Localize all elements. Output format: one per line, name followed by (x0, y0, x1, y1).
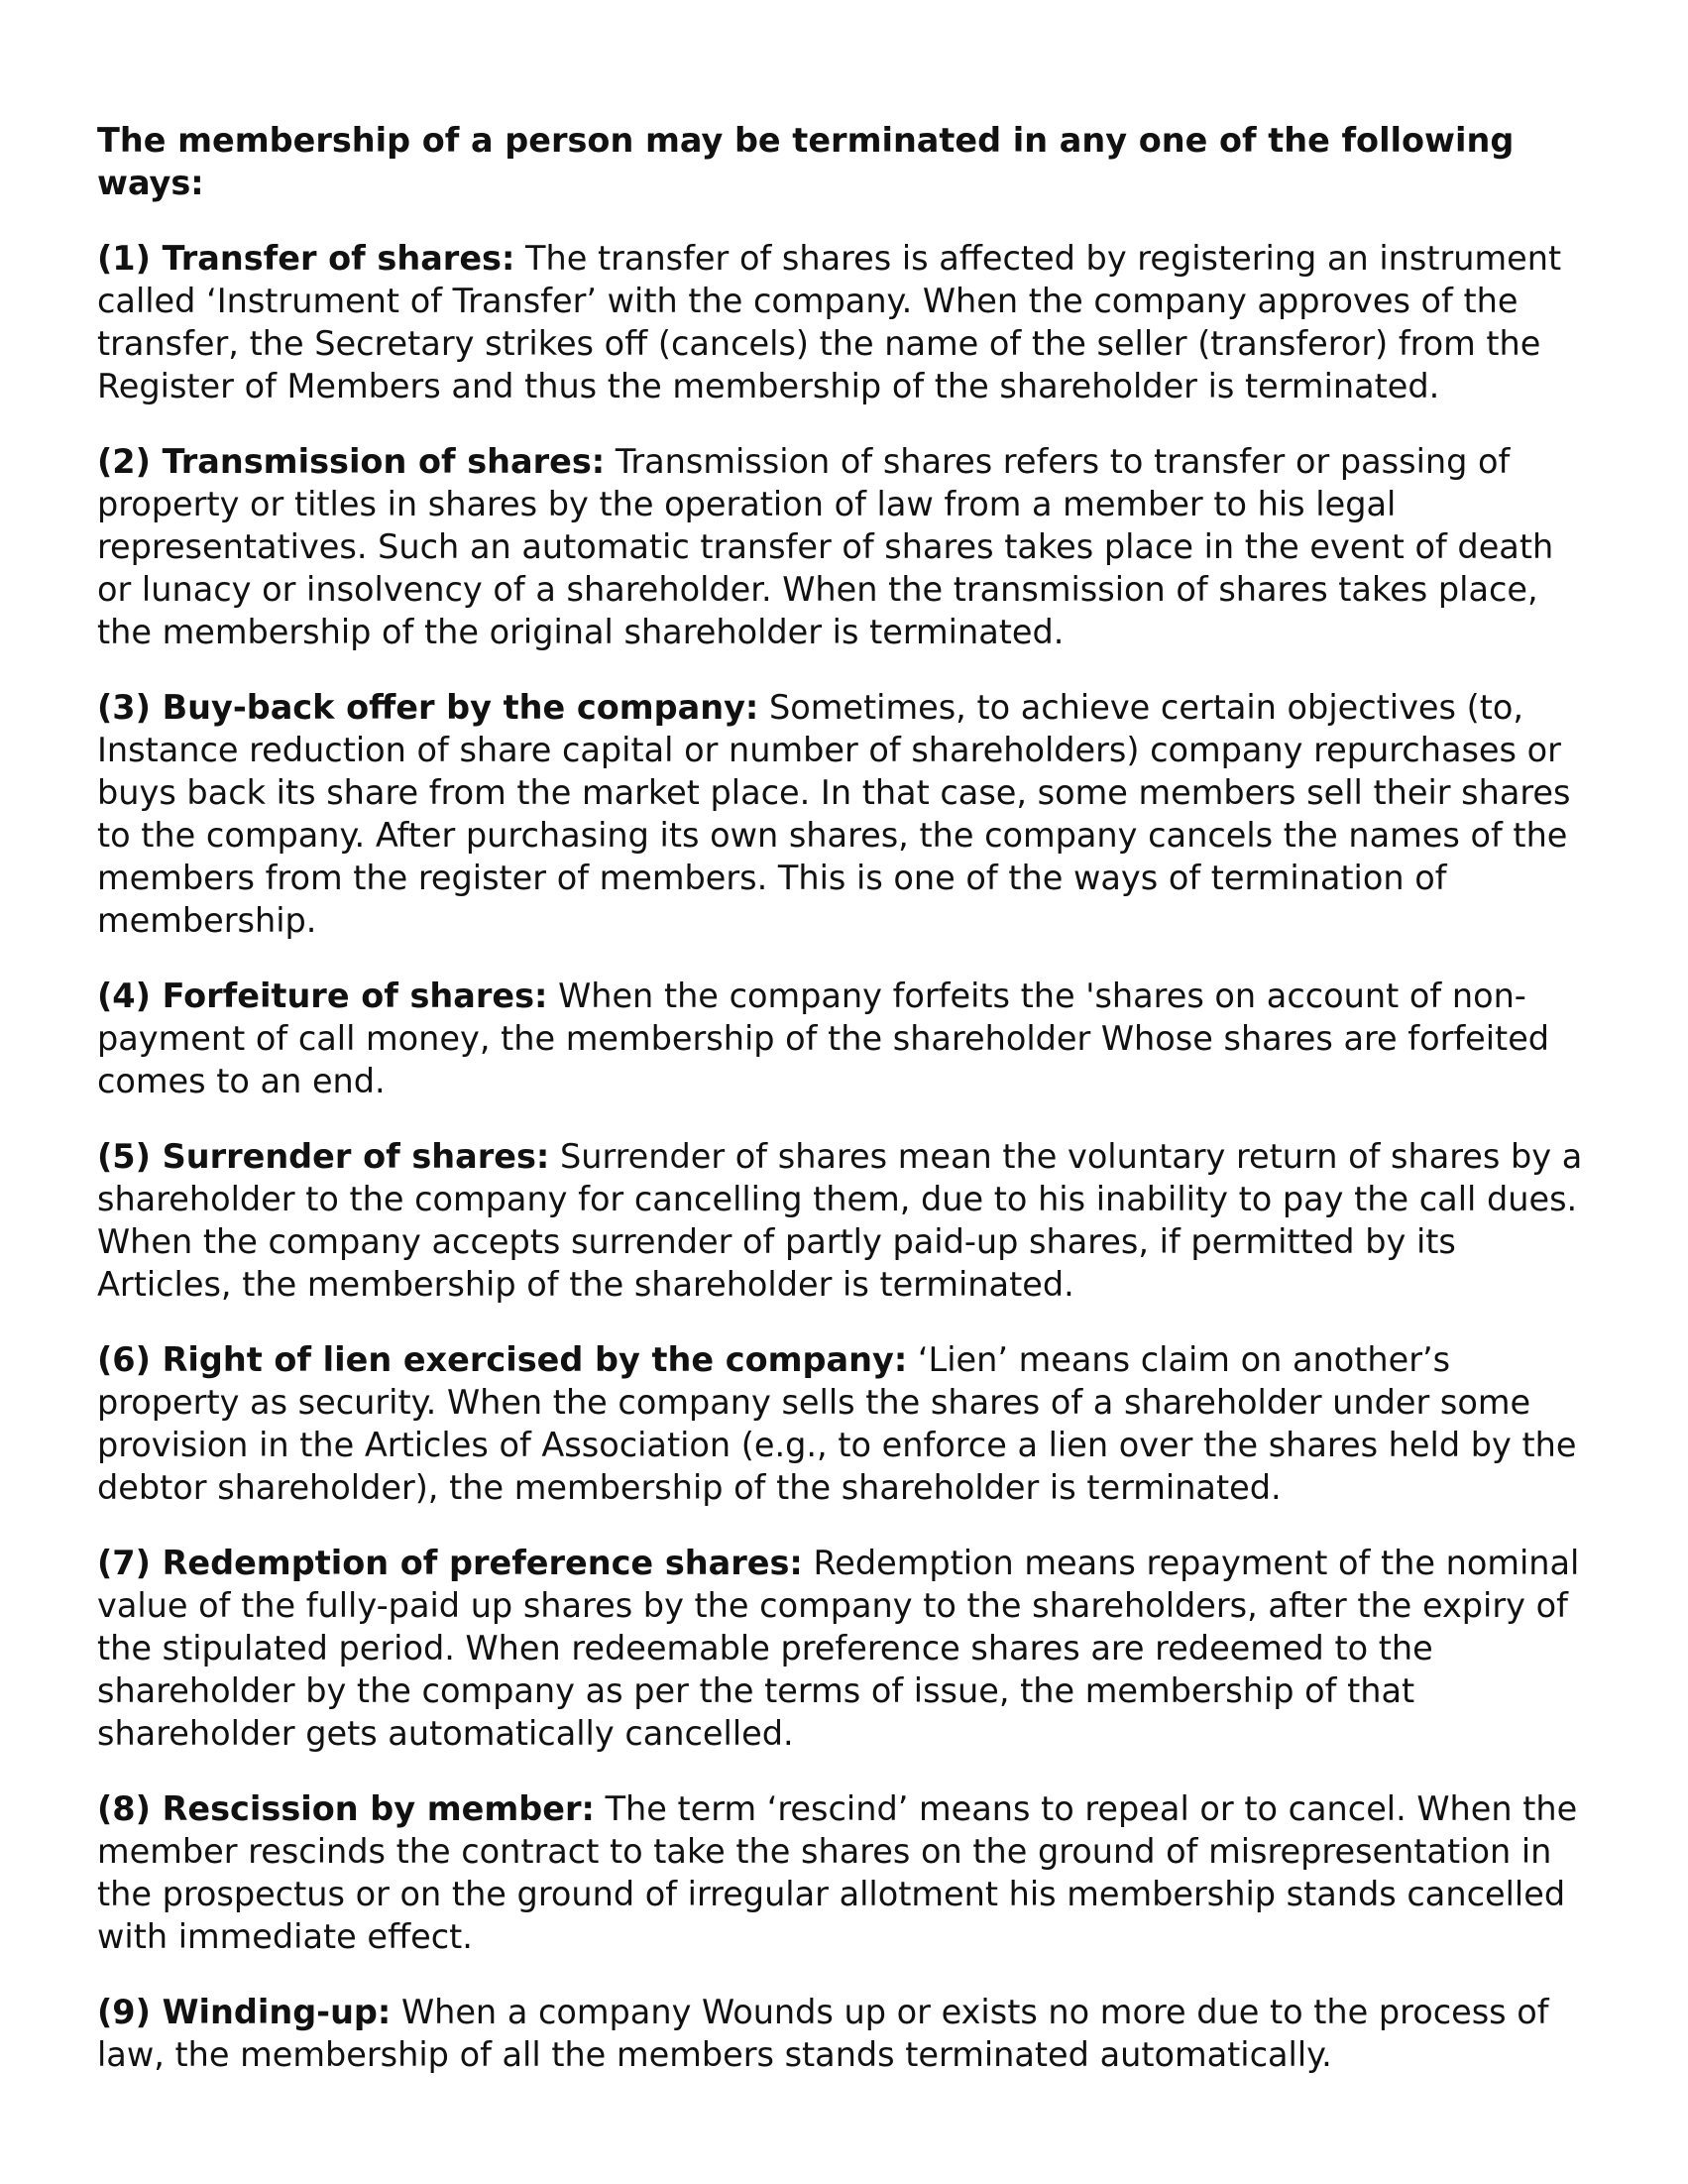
document-page (97, 119, 1594, 2109)
item-title: (9) Winding-up: (97, 1993, 392, 2031)
item-body: ‘Lien’ means claim on another’s property as security. When the company sells the shares of a shareholder under some provision in the Articles of Association (e.g., to enforce a lien over the shares held by the debtor shareholder), the membership of the shareholder is terminated. (97, 1340, 1577, 1507)
list-item-redemption (97, 1542, 1594, 1755)
list-item-forfeiture (97, 975, 1594, 1102)
item-body: Surrender of shares mean the voluntary return of shares by a shareholder to the company for cancelling them, due to his inability to pay the call dues. When the company accepts surrender of partly paid-up shares, if permitted by its Articles, the membership of the shareholder is terminated. (97, 1137, 1583, 1304)
item-title: (8) Rescission by member: (97, 1789, 595, 1828)
item-title: (5) Surrender of shares: (97, 1137, 550, 1176)
item-title: (3) Buy-back offer by the company: (97, 688, 759, 727)
list-item-transmission (97, 440, 1594, 653)
item-title: (6) Right of lien exercised by the company: (97, 1340, 908, 1379)
list-item-transfer (97, 237, 1594, 407)
list-item-rescission (97, 1787, 1594, 1958)
item-title: (7) Redemption of preference shares: (97, 1544, 803, 1582)
item-body: When a company Wounds up or exists no more due to the process of law, the membership of all the members stands terminated automatically. (97, 1993, 1549, 2074)
item-title: (1) Transfer of shares: (97, 239, 515, 278)
document-heading: The membership of a person may be terminated in any one of the following ways: (97, 121, 1515, 202)
item-body: Transmission of shares refers to transfer or passing of property or titles in shares by the operation of law from a member to his legal representatives. Such an automatic transfer of shares takes place in the event of death or lunacy or insolvency of a shareholder. When the transmission of shares takes place, the membership of the original shareholder is terminated. (97, 442, 1554, 651)
item-body: The transfer of shares is affected by registering an instrument called ‘Instrument of Transfer’ with the company. When the company approves of the transfer, the Secretary strikes off (cancels) the name of the seller (transferor) from the Register of Members and thus the membership of the shareholder is terminated. (97, 239, 1562, 405)
item-body: The term ‘rescind’ means to repeal or to cancel. When the member rescinds the contract to take the shares on the ground of misrepresentation in the prospectus or on the ground of irregular allotment his membership stands cancelled with immediate effect. (97, 1789, 1578, 1956)
list-item-winding-up (97, 1991, 1594, 2076)
item-body: When the company forfeits the 'shares on account of non-payment of call money, the membership of the shareholder Whose shares are forfeited comes to an end. (97, 977, 1550, 1100)
list-item-buy-back (97, 686, 1594, 942)
list-item-surrender (97, 1135, 1594, 1306)
item-body: Sometimes, to achieve certain objectives (to, Instance reduction of share capital or number of shareholders) company repurchases or buys back its share from the market place. In that case, some members sell their shares to the company. After purchasing its own shares, the company cancels the names of the members from the register of members. This is one of the ways of termination of membership. (97, 688, 1571, 940)
item-title: (2) Transmission of shares: (97, 442, 606, 481)
item-body: Redemption means repayment of the nominal value of the fully-paid up shares by the company to the shareholders, after the expiry of the stipulated period. When redeemable preference shares are redeemed to the shareholder by the company as per the terms of issue, the membership of that shareholder gets automatically cancelled. (97, 1544, 1580, 1753)
list-item-lien (97, 1338, 1594, 1509)
item-title: (4) Forfeiture of shares: (97, 977, 548, 1015)
